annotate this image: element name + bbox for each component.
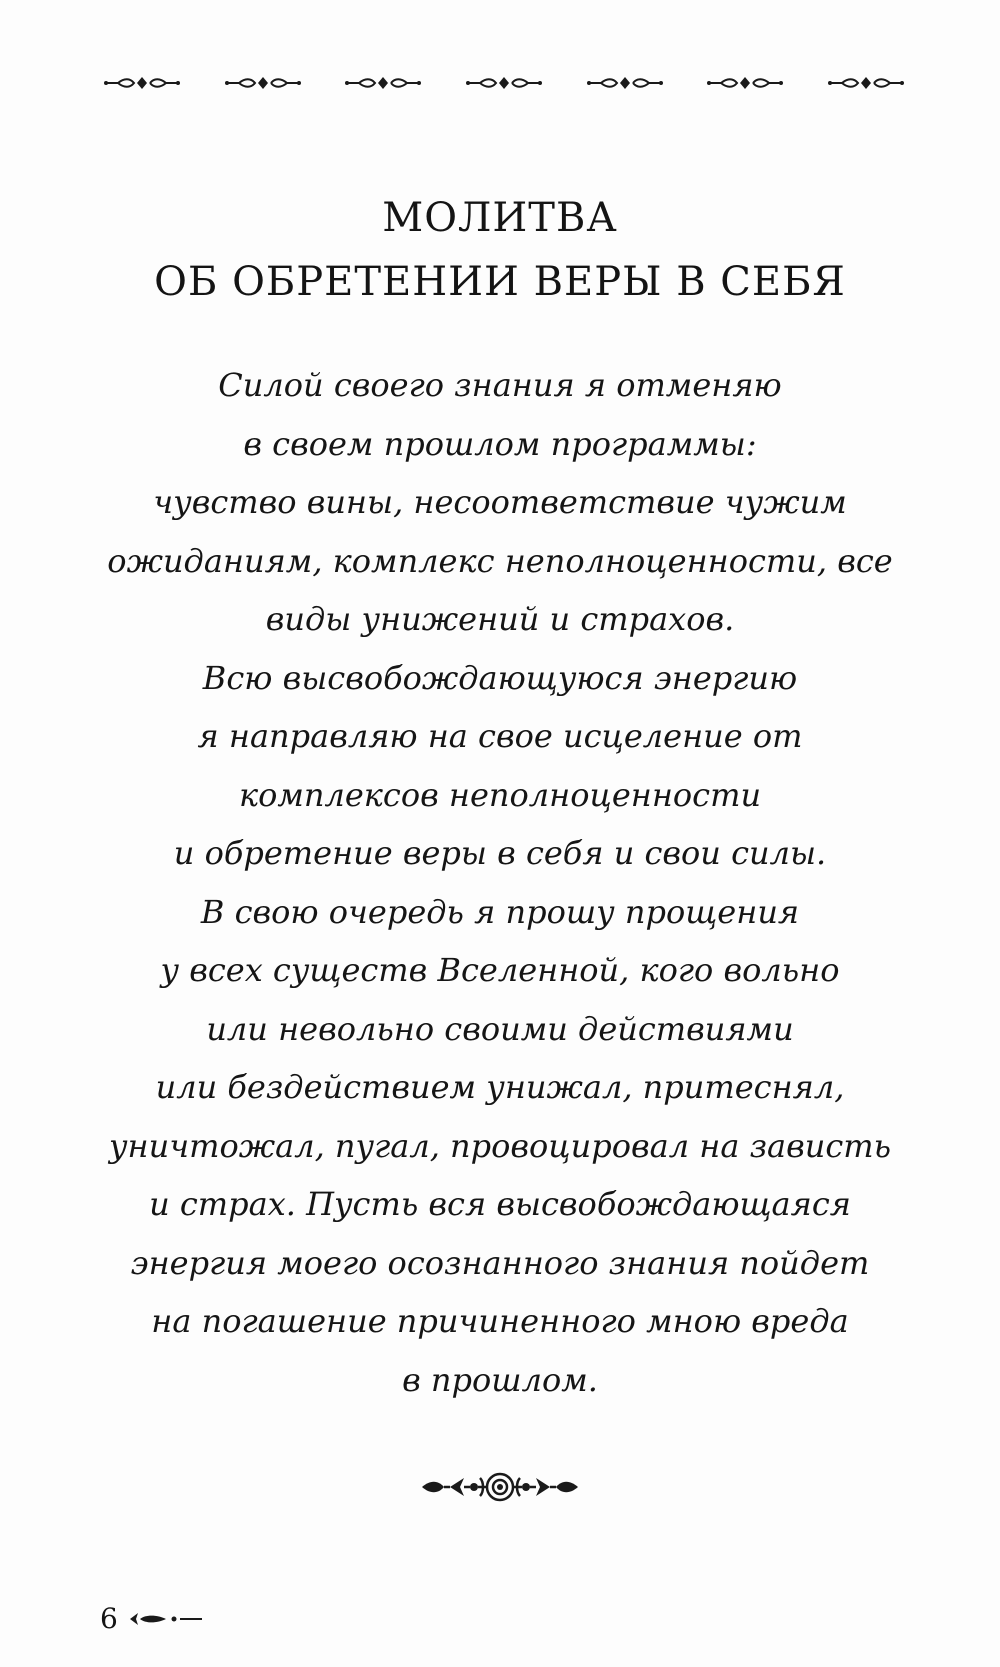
prayer-line: на погашение причиненного мною вреда — [151, 1302, 849, 1340]
floral-vignette-icon — [420, 1470, 580, 1504]
prayer-line: в прошлом. — [402, 1360, 598, 1399]
scroll-ornament-icon — [104, 76, 180, 90]
title-line-2: ОБ ОБРЕТЕНИИ ВЕРЫ В СЕБЯ — [154, 259, 846, 305]
prayer-line: В свою очередь я прошу прощения — [200, 892, 800, 931]
arrow-flourish-icon — [128, 1611, 204, 1627]
prayer-line: и обретение веры в себя и свои силы. — [173, 834, 827, 872]
prayer-line: комплексов неполноценности — [238, 775, 762, 814]
page-title — [0, 186, 1000, 314]
page-number: 6 — [100, 1602, 118, 1635]
scroll-ornament-icon — [466, 76, 542, 90]
scroll-ornament-icon — [225, 76, 301, 90]
prayer-line: у всех существ Вселенной, кого вольно — [160, 951, 840, 989]
scroll-ornament-icon — [345, 76, 421, 90]
scroll-ornament-icon — [707, 76, 783, 90]
scroll-ornament-icon — [587, 76, 663, 90]
page-footer — [100, 1602, 204, 1635]
prayer-line: и страх. Пусть вся высвобождающаяся — [149, 1185, 851, 1223]
scroll-ornament-icon — [828, 76, 904, 90]
title-line-1: МОЛИТВА — [382, 195, 618, 241]
prayer-line: энергия моего осознанного знания пойдет — [130, 1243, 870, 1282]
prayer-line: или невольно своими действиями — [206, 1009, 794, 1048]
prayer-line: или бездействием унижал, притеснял, — [155, 1068, 845, 1106]
prayer-line: Силой своего знания я отменяю — [218, 366, 782, 404]
top-ornament-border — [104, 76, 904, 90]
prayer-line: я направляю на свое исцеление от — [197, 717, 803, 755]
prayer-line: в своем прошлом программы: — [243, 424, 757, 463]
prayer-line: чувство вины, несоответствие чужим — [153, 483, 847, 521]
prayer-line: ожиданиям, комплекс неполноценности, все — [107, 541, 893, 580]
prayer-line: виды унижений и страхов. — [265, 600, 735, 638]
prayer-line: уничтожал, пугал, провоцировал на зависть — [108, 1126, 892, 1165]
prayer-text — [60, 356, 940, 1409]
prayer-line: Всю высвобождающуюся энергию — [202, 658, 798, 697]
